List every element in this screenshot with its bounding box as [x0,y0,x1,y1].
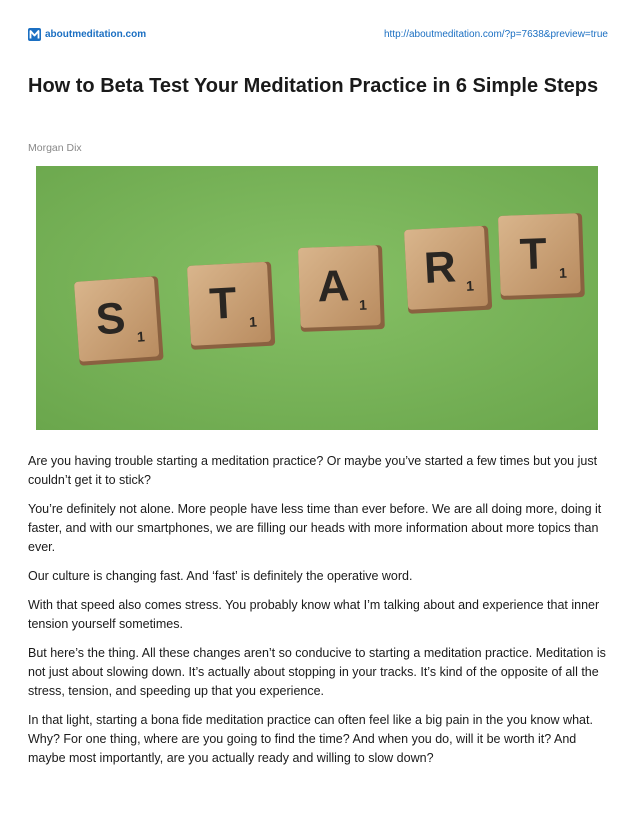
article-author: Morgan Dix [28,142,82,154]
paragraph: Our culture is changing fast. And ‘fast’ is definitely the operative word. [28,569,413,583]
paragraph: Are you having trouble starting a meditation practice? Or maybe you’ve started a few times but you just couldn’t get it to stick? [28,454,598,487]
tile-score: 1 [465,277,475,294]
tile-letter: R [422,242,458,293]
tile-t2 [498,213,585,300]
tile-s [74,276,164,366]
tile-letter: T [208,278,238,329]
tile-a [298,245,385,332]
site-logo-icon [28,28,41,41]
article-title: How to Beta Test Your Meditation Practice in 6 Simple Steps [28,75,599,97]
tile-score: 1 [136,328,146,345]
tile-letter: S [94,293,128,345]
paragraph: With that speed also comes stress. You probably know what I’m talking about and experience that inner tension yourself sometimes. [28,598,600,631]
tile-score: 1 [358,296,368,313]
tile-r [404,226,492,314]
page-url-link[interactable]: http://aboutmeditation.com/?p=7638&preview=true [383,29,608,40]
paragraph: You’re definitely not alone. More people have less time than ever before. We are all doing more, doing it faster, and with our smartphones, we are filling our heads with more information about more topics than ever. [28,502,602,554]
tile-t1 [187,262,275,350]
tile-letter: T [519,229,548,280]
paragraph: But here’s the thing. All these changes aren’t so conducive to starting a meditation practice. Meditation is not just about slowing down. It’s actually about stopping in your tracks. It’s kind of the opposite of all the stress, tension, and speeding up that you experience. [28,646,606,698]
paragraph: In that light, starting a bona fide meditation practice can often feel like a big pain in the you know what. Why? For one thing, where are you going to find the time? And when you do, will it be worth it? And maybe most importantly, are you actually ready and willing to slow down? [28,713,593,765]
article-image [36,166,598,430]
page-header [28,28,608,44]
site-name-link[interactable]: aboutmeditation.com [45,29,147,40]
tile-score: 1 [248,313,258,330]
tile-letter: A [316,261,351,312]
article-body [28,452,612,778]
tile-score: 1 [558,264,568,281]
